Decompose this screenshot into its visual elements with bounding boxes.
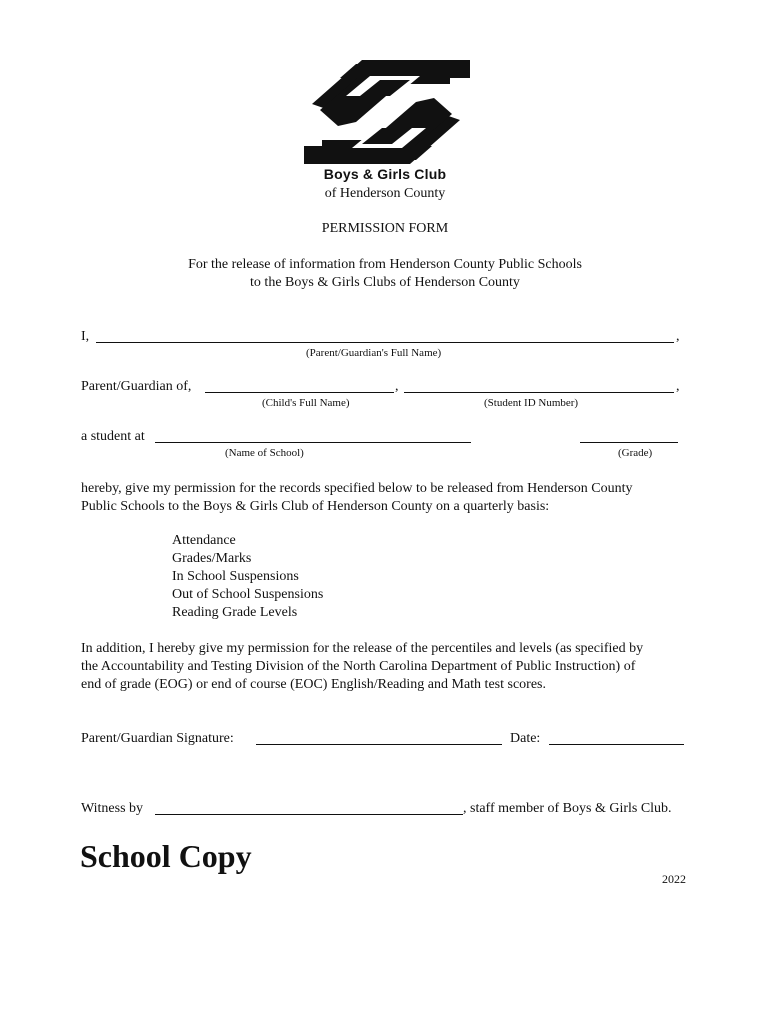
student-id-field[interactable] <box>404 392 674 393</box>
copy-label: School Copy <box>80 838 252 874</box>
child-name-field[interactable] <box>205 392 394 393</box>
child-comma: , <box>395 379 399 394</box>
signature-label: Parent/Guardian Signature: <box>81 731 234 746</box>
subtitle-line-1: For the release of information from Henderson County Public Schools <box>188 257 582 272</box>
date-field[interactable] <box>549 744 684 745</box>
org-name: Boys & Girls Club <box>323 166 447 182</box>
year: 2022 <box>662 872 686 886</box>
date-label: Date: <box>510 731 541 746</box>
form-title: PERMISSION FORM <box>321 221 449 236</box>
list-item: Reading Grade Levels <box>172 605 298 620</box>
org-subname: of Henderson County <box>324 186 446 201</box>
grade-field[interactable] <box>580 442 678 443</box>
parent-name-caption: (Parent/Guardian's Full Name) <box>306 347 442 359</box>
list-item: Attendance <box>172 533 236 548</box>
logo <box>300 56 470 168</box>
grade-caption: (Grade) <box>618 447 653 459</box>
addition-line-3: end of grade (EOG) or end of course (EOC) English/Reading and Math test scores. <box>81 677 546 692</box>
interlocking-hands-logo-icon <box>300 56 470 168</box>
witness-field[interactable] <box>155 814 463 815</box>
permission-line-2: Public Schools to the Boys & Girls Club of Henderson County on a quarterly basis: <box>81 499 550 514</box>
witness-suffix: , staff member of Boys & Girls Club. <box>463 801 672 816</box>
addition-line-1: In addition, I hereby give my permission for the release of the percentiles and levels (as specified by <box>81 641 644 656</box>
school-prefix: a student at <box>81 429 145 444</box>
parent-name-field[interactable] <box>96 342 674 343</box>
signature-field[interactable] <box>256 744 502 745</box>
child-suffix: , <box>676 379 680 394</box>
student-id-caption: (Student ID Number) <box>484 397 579 409</box>
child-name-caption: (Child's Full Name) <box>262 397 350 409</box>
list-item: Out of School Suspensions <box>172 587 324 602</box>
school-name-field[interactable] <box>155 442 471 443</box>
school-name-caption: (Name of School) <box>225 447 304 459</box>
addition-line-2: the Accountability and Testing Division of the North Carolina Department of Public Instruction) of <box>81 659 636 674</box>
list-item: Grades/Marks <box>172 551 252 566</box>
parent-suffix: , <box>676 329 680 344</box>
permission-line-1: hereby, give my permission for the records specified below to be released from Henderson County <box>81 481 633 496</box>
parent-prefix: I, <box>81 329 90 344</box>
records-list <box>172 532 323 622</box>
child-prefix: Parent/Guardian of, <box>81 379 192 394</box>
list-item: In School Suspensions <box>172 569 299 584</box>
witness-label: Witness by <box>81 801 144 816</box>
subtitle-line-2: to the Boys & Girls Clubs of Henderson County <box>250 275 520 290</box>
